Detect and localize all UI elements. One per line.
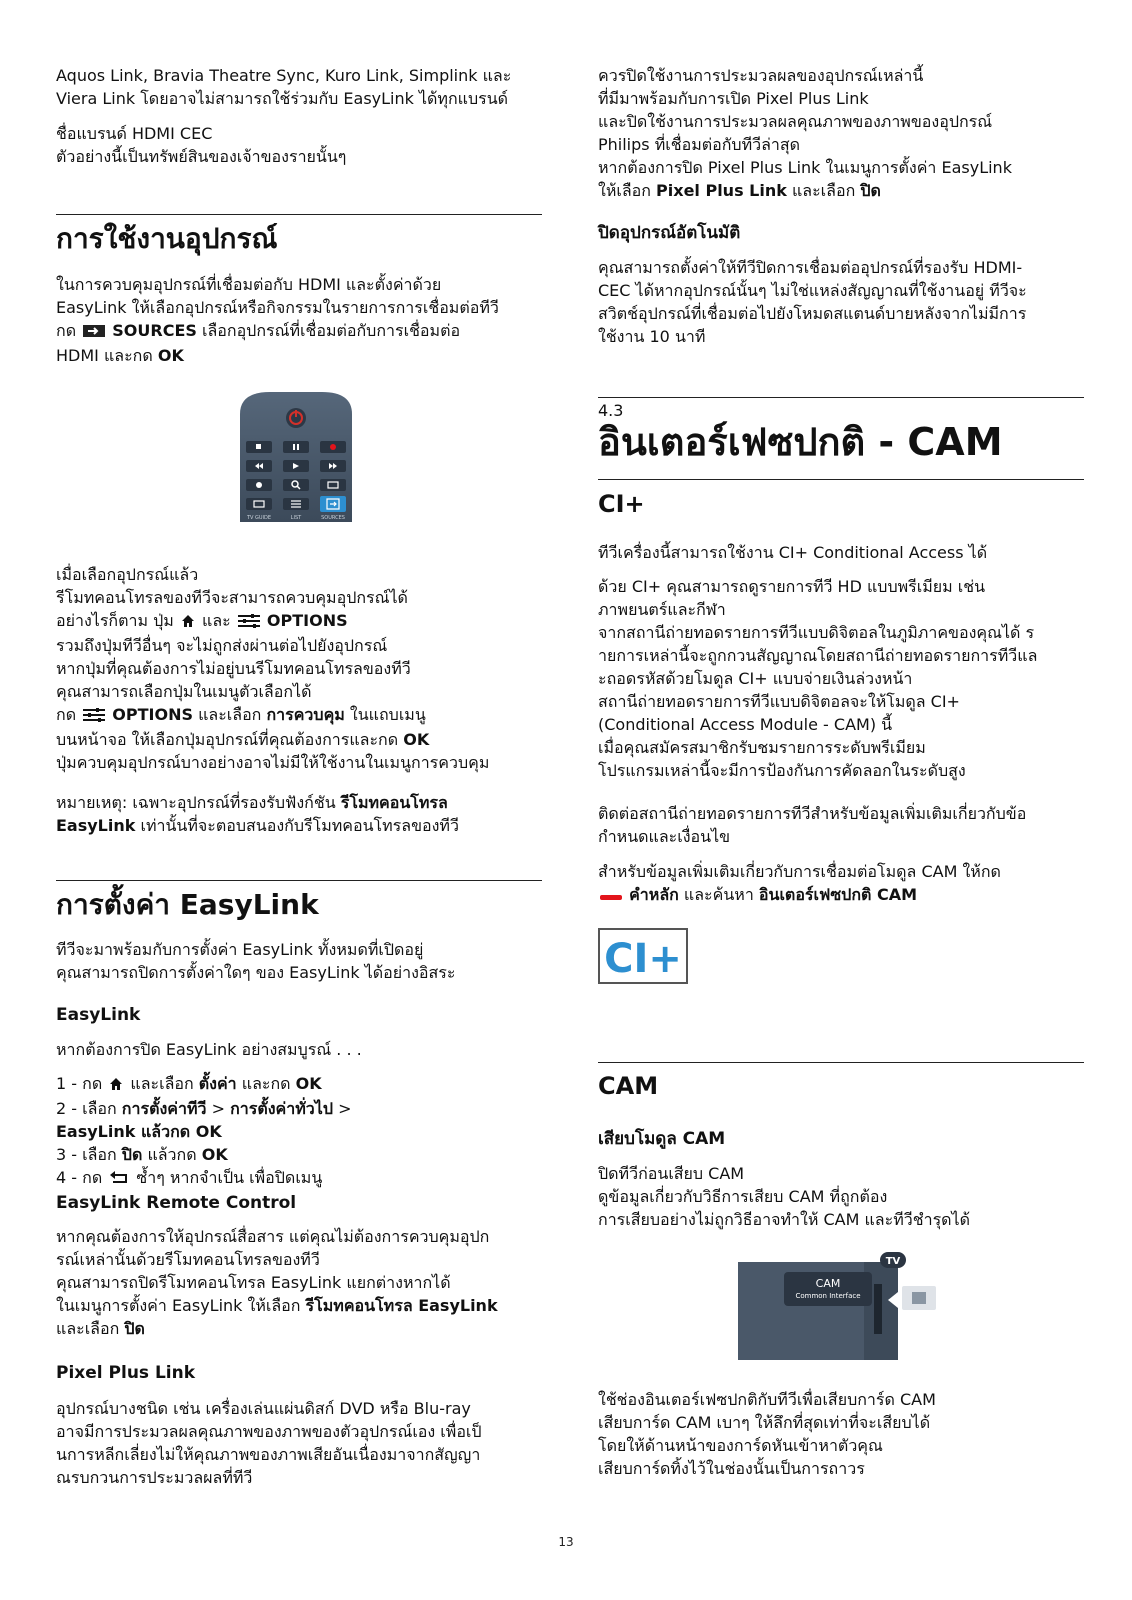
- subheading-remote-control: EasyLink Remote Control: [56, 1193, 297, 1213]
- section-divider: [598, 1062, 1084, 1063]
- subheading-easylink: EasyLink: [56, 1005, 141, 1025]
- remote-label-list: LIST: [290, 515, 302, 521]
- step-2-cont: EasyLink แล้วกด OK: [56, 1122, 222, 1141]
- section-title-settings: การตั้งค่า EasyLink: [56, 888, 319, 921]
- remote-control-image: [230, 388, 362, 522]
- svg-text:CI+: CI+: [604, 936, 682, 982]
- section-divider: [56, 214, 542, 215]
- pixel-plus-paragraph: อุปกรณ์บางชนิด เช่น เครื่องเล่นแผ่นดิสก์ DVD หรือ Blu-ray อาจมีการประมวลผลคุณภาพของภาพของตัวอุปกรณ์เอง เพื่อเป็ นการหลีกเลี่ยงไม่ให้คุณภาพของภาพเสียอันเนื่องมาจากสัญญา ณรบกวนการประมวลผลที่ทีวี: [56, 1399, 482, 1487]
- common-interface-label: Common Interface: [795, 1292, 861, 1300]
- subheading-insert-cam: เสียบโมดูล CAM: [598, 1129, 726, 1149]
- heading-ci-plus: CI+: [598, 490, 645, 518]
- insert-cam-paragraph: ปิดทีวีก่อนเสียบ CAM ดูข้อมูลเกี่ยวกับวิธีการเสียบ CAM ที่ถูกต้อง การเสียบอย่างไม่ถูกวิธีอาจทำให้ CAM และทีวีชำรุดได้: [598, 1164, 970, 1229]
- step-4: 4 - กด ซ้ำๆ หากจำเป็น เพื่อปิดเมนู: [56, 1166, 544, 1191]
- back-icon: [109, 1168, 129, 1191]
- auto-off-paragraph: คุณสามารถตั้งค่าให้ทีวีปิดการเชื่อมต่ออุปกรณ์ที่รองรับ HDMI- CEC ได้หากอุปกรณ์นั้นๆ ไม่ใช่แหล่งสัญญาณที่ใช้งานอยู่ ทีวีจะ สวิตช์อุปกรณ์ที่เชื่อมต่อไปยังโหมดสแตนด์บายหลังจากไม่มีการ ใช้งาน 10 นาที: [598, 258, 1027, 346]
- ci-paragraph-1: ทีวีเครื่องนี้สามารถใช้งาน CI+ Conditional Access ได้: [598, 543, 988, 562]
- operate-note: หมายเหตุ: เฉพาะอุปกรณ์ที่รองรับฟังก์ชัน รีโมทคอนโทรล EasyLink เท่านั้นที่จะตอบสนองกับรีโมทคอนโทรลของทีวี: [56, 793, 459, 835]
- step-2: 2 - เลือก การตั้งค่าทีวี > การตั้งค่าทั่วไป >: [56, 1099, 352, 1118]
- section-title-cam: อินเตอร์เฟซปกติ - CAM: [598, 420, 1003, 464]
- options-icon: [83, 705, 105, 728]
- pixel-plus-continued: ควรปิดใช้งานการประมวลผลของอุปกรณ์เหล่านี้ ที่มีมาพร้อมกับการเปิด Pixel Plus Link และปิดใช้งานการประมวลผลคุณภาพของภาพของอุปกรณ์ Philips ที่เชื่อมต่อกับทีวีล่าสุด หากต้องการปิด Pixel Plus Link ในเมนูการตั้งค่า EasyLink ให้เลือก Pixel Plus Link และเลือก ปิด: [598, 66, 1012, 200]
- operate-paragraph-1: ในการควบคุมอุปกรณ์ที่เชื่อมต่อกับ HDMI และตั้งค่าด้วย EasyLink ให้เลือกอุปกรณ์หรือกิจกรรมในรายการการเชื่อมต่อทีวี กด SOURCES เลือกอุปกรณ์ที่เชื่อมต่อกับการเชื่อมต่อ HDMI และกด OK: [56, 275, 499, 365]
- section-divider: [598, 479, 1084, 480]
- section-title-operate: การใช้งานอุปกรณ์: [56, 222, 278, 255]
- subheading-auto-off: ปิดอุปกรณ์อัตโนมัติ: [598, 223, 741, 243]
- ci-paragraph-3: ติดต่อสถานีถ่ายทอดรายการทีวีสำหรับข้อมูลเพิ่มเติมเกี่ยวกับข้อ กำหนดและเงื่อนไข: [598, 804, 1027, 846]
- intro-note: ชื่อแบรนด์ HDMI CEC ตัวอย่างนี้เป็นทรัพย์สินของเจ้าของรายนั้นๆ: [56, 124, 347, 166]
- section-divider: [56, 880, 542, 881]
- home-icon: [181, 611, 195, 634]
- step-1: 1 - กด และเลือก ตั้งค่า และกด OK: [56, 1072, 544, 1097]
- options-icon: [238, 611, 260, 634]
- home-icon: [109, 1074, 123, 1097]
- cam-label: CAM: [815, 1277, 841, 1290]
- page-number: 13: [558, 1535, 574, 1549]
- red-key-icon: [600, 885, 622, 908]
- ci-paragraph-4: สำหรับข้อมูลเพิ่มเติมเกี่ยวกับการเชื่อมต่อโมดูล CAM ให้กด คำหลัก และค้นหา อินเตอร์เฟซปกติ CAM: [598, 860, 1090, 908]
- section-number: 4.3: [598, 401, 624, 420]
- remote-control-paragraph: หากคุณต้องการให้อุปกรณ์สื่อสาร แต่คุณไม่ต้องการควบคุมอุปก รณ์เหล่านั้นด้วยรีโมทคอนโทรลของทีวี คุณสามารถปิดรีโมทคอนโทรล EasyLink แยกต่างหากได้ ในเมนูการตั้งค่า EasyLink ให้เลือก รีโมทคอนโทรล EasyLink และเลือก ปิด: [56, 1227, 498, 1338]
- easylink-steps: [56, 1072, 544, 1191]
- tv-badge: TV: [885, 1256, 901, 1267]
- insert-cam-paragraph-2: ใช้ช่องอินเตอร์เฟซปกติกับทีวีเพื่อเสียบการ์ด CAM เสียบการ์ด CAM เบาๆ ให้ลึกที่สุดเท่าที่จะเสียบได้ โดยให้ด้านหน้าของการ์ดหันเข้าหาตัวคุณ เสียบการ์ดทิ้งไว้ในช่องนั้นเป็นการถาวร: [598, 1390, 936, 1478]
- sources-icon: [83, 321, 105, 344]
- step-3: 3 - เลือก ปิด แล้วกด OK: [56, 1145, 228, 1164]
- section-divider: [598, 397, 1084, 398]
- operate-paragraph-2: เมื่อเลือกอุปกรณ์แล้ว รีโมทคอนโทรลของทีวีจะสามารถควบคุมอุปกรณ์ได้ อย่างไรก็ตาม ปุ่ม และ OPTIONS รวมถึงปุ่มทีวีอื่นๆ จะไม่ถูกส่งผ่านต่อไปยังอุปกรณ์ หากปุ่มที่คุณต้องการไม่อยู่บนรีโมทคอนโทรลของทีวี คุณสามารถเลือกปุ่มในเมนูตัวเลือกได้ กด OPTIONS และเลือก การควบคุม ในแถบเมนู บนหน้าจอ ให้เลือกปุ่มอุปกรณ์ที่คุณต้องการและกด OK ปุ่มควบคุมอุปกรณ์บางอย่างอาจไม่มีให้ใช้งานในเมนูการควบคุม: [56, 565, 490, 772]
- ci-plus-logo: [598, 928, 688, 984]
- intro-paragraph: Aquos Link, Bravia Theatre Sync, Kuro Link, Simplink และ Viera Link โดยอาจไม่สามารถใช้ร่วมกับ EasyLink ได้ทุกแบรนด์: [56, 66, 512, 108]
- settings-paragraph-1: ทีวีจะมาพร้อมกับการตั้งค่า EasyLink ทั้งหมดที่เปิดอยู่ คุณสามารถปิดการตั้งค่าใดๆ ของ EasyLink ได้อย่างอิสระ: [56, 940, 456, 982]
- ci-paragraph-2: ด้วย CI+ คุณสามารถดูรายการทีวี HD แบบพรีเมียม เช่น ภาพยนตร์และกีฬา จากสถานีถ่ายทอดรายการทีวีแบบดิจิตอลในภูมิภาคของคุณได้ ร ายการเหล่านี้จะถูกกวนสัญญาณโดยสถานีถ่ายทอดรายการทีวีแล ะถอดรหัสด้วยโมดูล CI+ แบบจ่ายเงินล่วงหน้า สถานีถ่ายทอดรายการทีวีแบบดิจิตอลจะให้โมดูล CI+ (Conditional Access Module - CAM) นี้ เมื่อคุณสมัครสมาชิกรับชมรายการระดับพรีเมียม โปรแกรมเหล่านี้จะมีการป้องกันการคัดลอกในระดับสูง: [598, 577, 1038, 780]
- heading-cam: CAM: [598, 1072, 659, 1100]
- cam-insert-image: [738, 1248, 948, 1360]
- remote-label-sources: SOURCES: [321, 515, 345, 521]
- remote-label-tvguide: TV GUIDE: [246, 515, 272, 521]
- subheading-pixel-plus: Pixel Plus Link: [56, 1363, 196, 1383]
- easylink-paragraph: หากต้องการปิด EasyLink อย่างสมบูรณ์ . . .: [56, 1040, 362, 1059]
